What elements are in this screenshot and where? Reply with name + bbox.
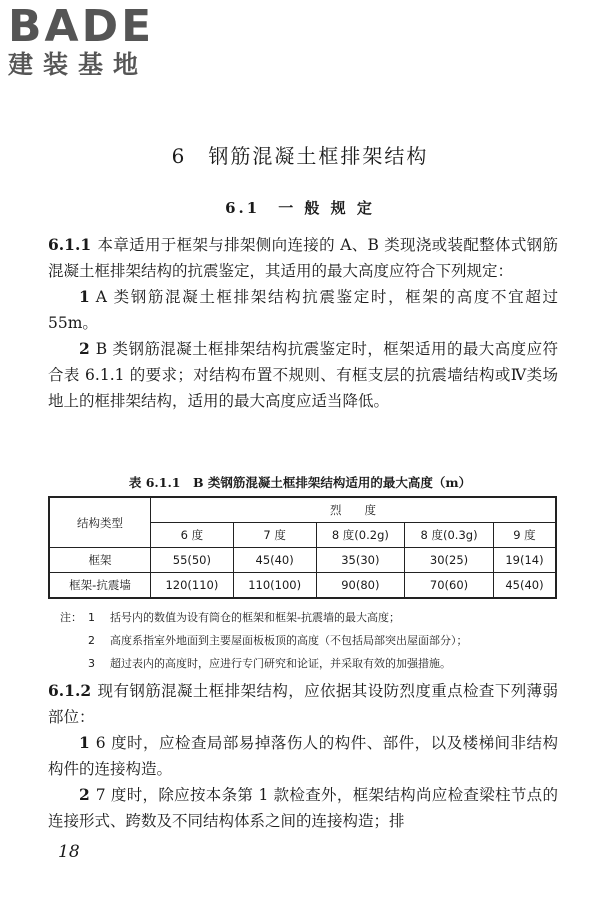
table-notes: [60, 606, 560, 675]
note-number: 1: [88, 611, 95, 624]
col-type-header: 结构类型: [49, 497, 151, 548]
clause-number: 6.1.2: [48, 681, 92, 700]
clause-paragraph: [48, 232, 558, 284]
item-text: A 类钢筋混凝土框排架结构抗震鉴定时，框架的高度不宜超过 55m。: [48, 288, 558, 332]
table-cell: 70(60): [405, 573, 494, 599]
page-number: 18: [58, 842, 80, 862]
table-header-row: [49, 497, 556, 523]
item-text: 7 度时，除应按本条第 1 款检查外，框架结构尚应检查梁柱节点的连接形式、跨数及不同结构体系之间的连接构造；排: [48, 786, 558, 830]
column-header: 8 度(0.3g): [405, 523, 494, 548]
note-text: 高度系指室外地面到主要屋面板板顶的高度（不包括局部突出屋面部分）；: [110, 634, 468, 647]
table-cell: 90(80): [316, 573, 405, 599]
section-title: 6.1 一 般 规 定: [225, 199, 375, 217]
chapter-title: 6 钢筋混凝土框排架结构: [171, 144, 429, 168]
clause-item: [48, 336, 558, 414]
column-header: 8 度(0.2g): [316, 523, 405, 548]
note-text: 括号内的数值为设有筒仓的框架和框架-抗震墙的最大高度；: [110, 611, 400, 624]
notes-label: 注：: [60, 611, 82, 624]
logo-text-cn: 建装基地: [8, 50, 149, 79]
note-item: [60, 652, 560, 675]
item-number: 1: [79, 287, 90, 306]
logo-text-en: BADE: [8, 1, 155, 52]
note-item: [60, 606, 560, 629]
clause-6-1-1: [48, 232, 558, 414]
table-cell: 45(40): [233, 548, 316, 573]
clause-item: [48, 782, 558, 834]
site-logo: [8, 1, 188, 80]
column-header: 7 度: [233, 523, 316, 548]
clause-number: 6.1.1: [48, 235, 92, 254]
clause-item: [48, 730, 558, 782]
clause-paragraph: [48, 678, 558, 730]
clause-item: [48, 284, 558, 336]
note-item: [60, 629, 560, 652]
intensity-group-header: 烈 度: [151, 497, 557, 523]
clause-text: 本章适用于框架与排架侧向连接的 A、B 类现浇或装配整体式钢筋混凝土框排架结构的抗震鉴定，其适用的最大高度应符合下列规定：: [48, 236, 558, 280]
note-number: 3: [88, 657, 95, 670]
max-height-table: [48, 496, 557, 599]
table-row: [49, 573, 556, 599]
table-caption: 表 6.1.1 B 类钢筋混凝土框排架结构适用的最大高度（m）: [128, 475, 472, 490]
table-cell: 120(110): [151, 573, 234, 599]
item-number: 1: [79, 733, 90, 752]
table-cell: 35(30): [316, 548, 405, 573]
note-text: 超过表内的高度时，应进行专门研究和论证，并采取有效的加强措施。: [110, 657, 451, 670]
table-cell: 110(100): [233, 573, 316, 599]
row-type: 框架-抗震墙: [49, 573, 151, 599]
column-header: 6 度: [151, 523, 234, 548]
column-header: 9 度: [493, 523, 556, 548]
table-cell: 19(14): [493, 548, 556, 573]
table-cell: 45(40): [493, 573, 556, 599]
row-type: 框架: [49, 548, 151, 573]
table-cell: 30(25): [405, 548, 494, 573]
table-row: [49, 548, 556, 573]
clause-text: 现有钢筋混凝土框排架结构，应依据其设防烈度重点检查下列薄弱部位：: [48, 682, 558, 726]
item-text: 6 度时，应检查局部易掉落伤人的构件、部件，以及楼梯间非结构构件的连接构造。: [48, 734, 558, 778]
item-number: 2: [79, 785, 90, 804]
item-text: B 类钢筋混凝土框排架结构抗震鉴定时，框架适用的最大高度应符合表 6.1.1 的要求；对结构布置不规则、有框支层的抗震墙结构或Ⅳ类场地上的框排架结构，适用的最大高度应适当降低。: [48, 340, 558, 410]
item-number: 2: [79, 339, 90, 358]
clause-6-1-2: [48, 678, 558, 834]
table-cell: 55(50): [151, 548, 234, 573]
note-number: 2: [88, 634, 95, 647]
